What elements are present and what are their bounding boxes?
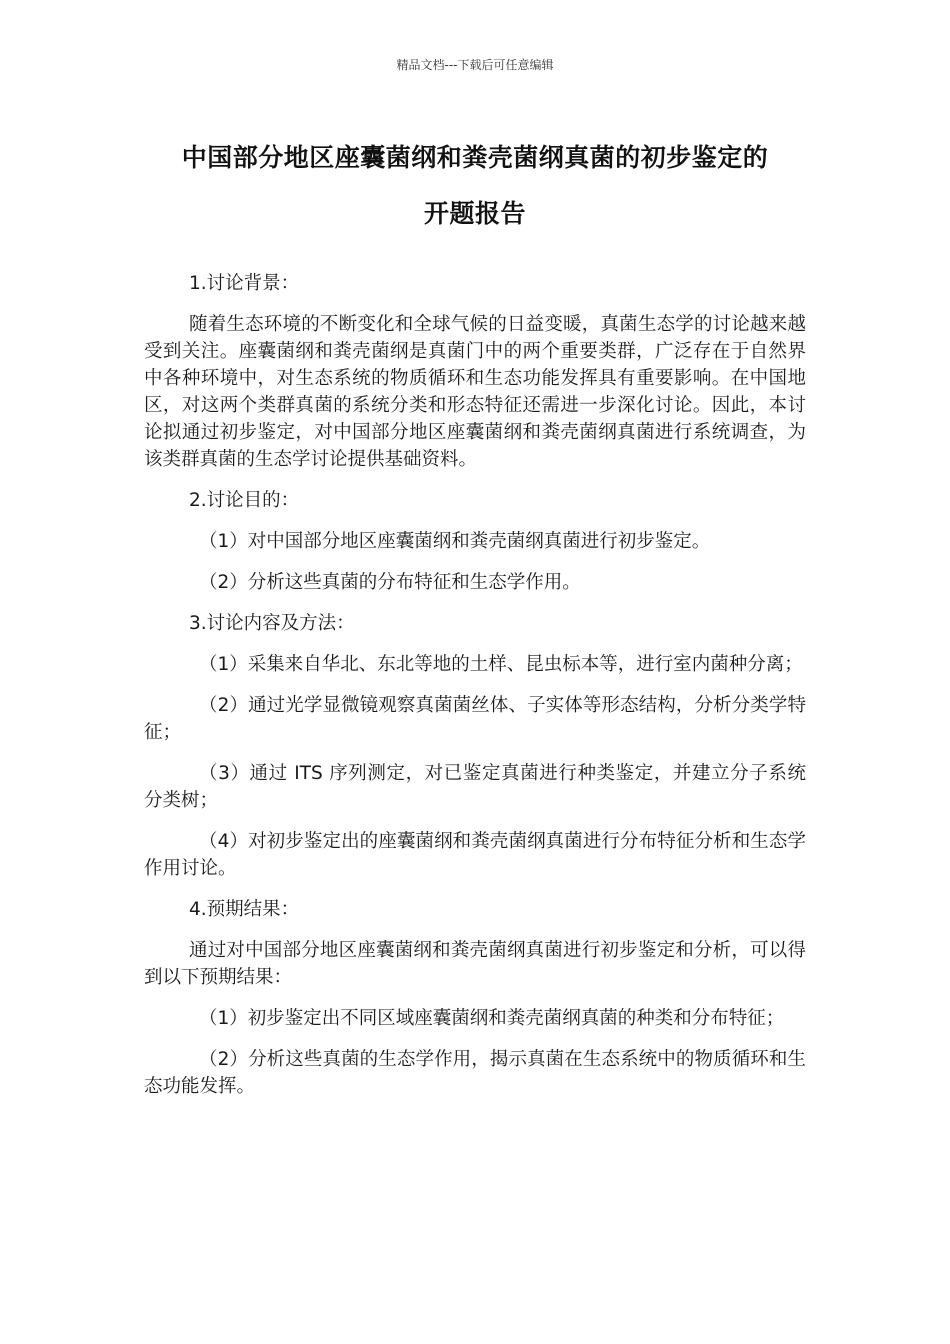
list-item-result-1: （1）初步鉴定出不同区域座囊菌纲和粪壳菌纲真菌的种类和分布特征； xyxy=(199,1008,785,1029)
title-line-2: 开题报告 xyxy=(423,199,526,228)
list-item-result-2: （2）分析这些真菌的生态学作用，揭示真菌在生态系统中的物质循环和生态功能发挥。 xyxy=(144,1049,806,1097)
list-item-purpose-1: （1）对中国部分地区座囊菌纲和粪壳菌纲真菌进行初步鉴定。 xyxy=(199,531,711,552)
list-item-method-4: （4）对初步鉴定出的座囊菌纲和粪壳菌纲真菌进行分布特征分析和生态学作用讨论。 xyxy=(144,831,806,879)
section-heading-results: 4.预期结果： xyxy=(189,899,300,920)
list-item-method-2: （2）通过光学显微镜观察真菌菌丝体、子实体等形态结构，分析分类学特征； xyxy=(144,695,806,743)
list-item-purpose-2: （2）分析这些真菌的分布特征和生态学作用。 xyxy=(199,572,581,593)
section-heading-methods: 3.讨论内容及方法： xyxy=(189,613,355,634)
page-header: 精品文档---下载后可任意编辑 xyxy=(396,58,554,72)
section-heading-background: 1.讨论背景： xyxy=(189,273,300,294)
paragraph-background: 随着生态环境的不断变化和全球气候的日益变暖，真菌生态学的讨论越来越受到关注。座囊菌纲和粪壳菌纲是真菌门中的两个重要类群，广泛存在于自然界中各种环境中，对生态系统的物质循环和生态功能发挥具有重要影响。在中国地区，对这两个类群真菌的系统分类和形态特征还需进一步深化讨论。因此，本讨论拟通过初步鉴定，对中国部分地区座囊菌纲和粪壳菌纲真菌进行系统调查，为该类群真菌的生态学讨论提供基础资料。 xyxy=(144,314,806,470)
list-item-method-3: （3）通过 ITS 序列测定，对已鉴定真菌进行种类鉴定，并建立分子系统分类树； xyxy=(144,763,806,811)
document-title xyxy=(140,130,810,242)
document-body xyxy=(144,270,806,1114)
section-heading-purpose: 2.讨论目的： xyxy=(189,490,300,511)
list-item-method-1: （1）采集来自华北、东北等地的土样、昆虫标本等，进行室内菌种分离； xyxy=(199,654,803,675)
paragraph-results-intro: 通过对中国部分地区座囊菌纲和粪壳菌纲真菌进行初步鉴定和分析，可以得到以下预期结果： xyxy=(144,940,806,988)
title-line-1: 中国部分地区座囊菌纲和粪壳菌纲真菌的初步鉴定的 xyxy=(181,143,769,172)
